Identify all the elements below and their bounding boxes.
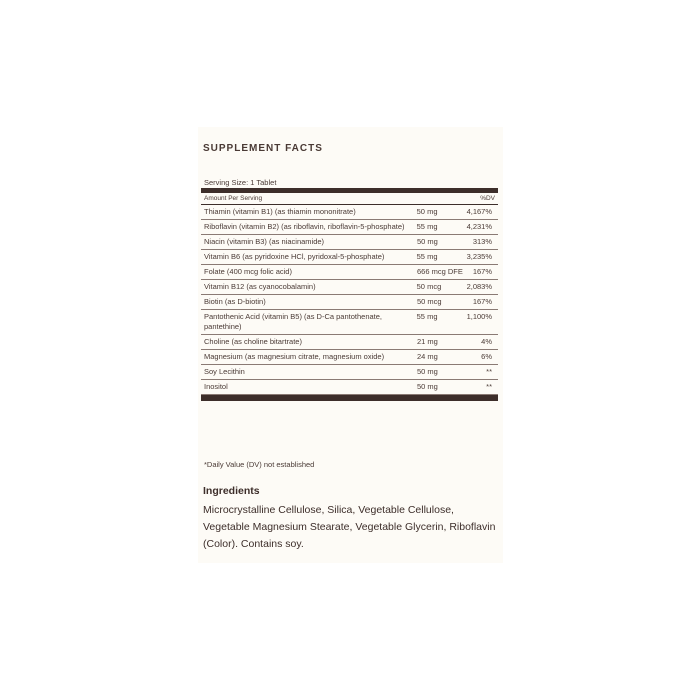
table-row — [201, 280, 498, 295]
row-amount: 50 mcg — [416, 282, 442, 291]
row-amount: 55 mg — [416, 312, 438, 321]
row-name: Magnesium (as magnesium citrate, magnesium oxide) — [204, 352, 385, 361]
facts-table — [201, 188, 498, 401]
bottom-rule — [201, 395, 498, 401]
row-dv: 4,167% — [466, 207, 492, 216]
table-row — [201, 265, 498, 280]
row-name: Thiamin (vitamin B1) (as thiamin mononitrate) — [204, 207, 356, 216]
amount-per-serving-header: Amount Per Serving — [204, 195, 263, 202]
row-name: Vitamin B6 (as pyridoxine HCl, pyridoxal-5-phosphate) — [204, 252, 385, 261]
row-dv: 6% — [481, 352, 492, 361]
table-row — [201, 295, 498, 310]
dv-header: %DV — [480, 195, 495, 202]
table-row — [201, 310, 498, 335]
row-name: Niacin (vitamin B3) (as niacinamide) — [204, 237, 325, 246]
table-row — [201, 350, 498, 365]
row-dv: 4,231% — [466, 222, 492, 231]
table-header — [201, 193, 498, 205]
row-name: Biotin (as D-biotin) — [204, 297, 266, 306]
ingredients-text: Microcrystalline Cellulose, Silica, Vegetable Cellulose, Vegetable Magnesium Stearate, Vegetable Glycerin, Riboflavin (Color). Contains soy. — [203, 504, 496, 550]
table-row — [201, 235, 498, 250]
row-name: Choline (as choline bitartrate) — [204, 337, 302, 346]
row-amount: 50 mg — [416, 207, 438, 216]
panel-title: SUPPLEMENT FACTS — [203, 143, 323, 154]
table-row — [201, 365, 498, 380]
table-row — [201, 220, 498, 235]
row-name: Riboflavin (vitamin B2) (as riboflavin, riboflavin-5-phosphate) — [204, 222, 405, 231]
row-dv: 313% — [472, 237, 492, 246]
row-amount: 50 mg — [417, 367, 438, 376]
row-name: Pantothenic Acid (vitamin B5) (as D-Ca pantothenate, pantethine) — [204, 312, 383, 331]
row-dv: 1,100% — [466, 312, 492, 321]
supplement-facts-panel — [198, 127, 503, 563]
row-dv: ** — [486, 367, 492, 376]
row-name: Inositol — [204, 382, 228, 391]
row-dv: 2,083% — [466, 282, 492, 291]
row-amount: 50 mcg — [417, 297, 442, 306]
table-row — [201, 250, 498, 265]
row-amount: 55 mg — [416, 252, 438, 261]
row-amount: 50 mg — [417, 382, 438, 391]
row-name: Soy Lecithin — [204, 367, 245, 376]
row-dv: 167% — [472, 267, 492, 276]
row-amount: 55 mg — [416, 222, 438, 231]
row-amount: 666 mcg DFE — [417, 267, 463, 276]
row-dv: 167% — [472, 297, 492, 306]
row-dv: 4% — [481, 337, 492, 346]
row-dv: ** — [486, 382, 492, 391]
row-amount: 21 mg — [417, 337, 438, 346]
table-row — [201, 380, 498, 395]
row-name: Folate (400 mcg folic acid) — [204, 267, 292, 276]
row-amount: 24 mg — [417, 352, 438, 361]
row-dv: 3,235% — [466, 252, 492, 261]
serving-size: Serving Size: 1 Tablet — [204, 178, 277, 187]
facts-rows — [201, 205, 498, 395]
ingredients-title: Ingredients — [203, 485, 260, 497]
row-amount: 50 mg — [417, 237, 438, 246]
table-row — [201, 335, 498, 350]
row-name: Vitamin B12 (as cyanocobalamin) — [204, 282, 316, 291]
table-row — [201, 205, 498, 220]
footnote: *Daily Value (DV) not established — [204, 460, 315, 469]
